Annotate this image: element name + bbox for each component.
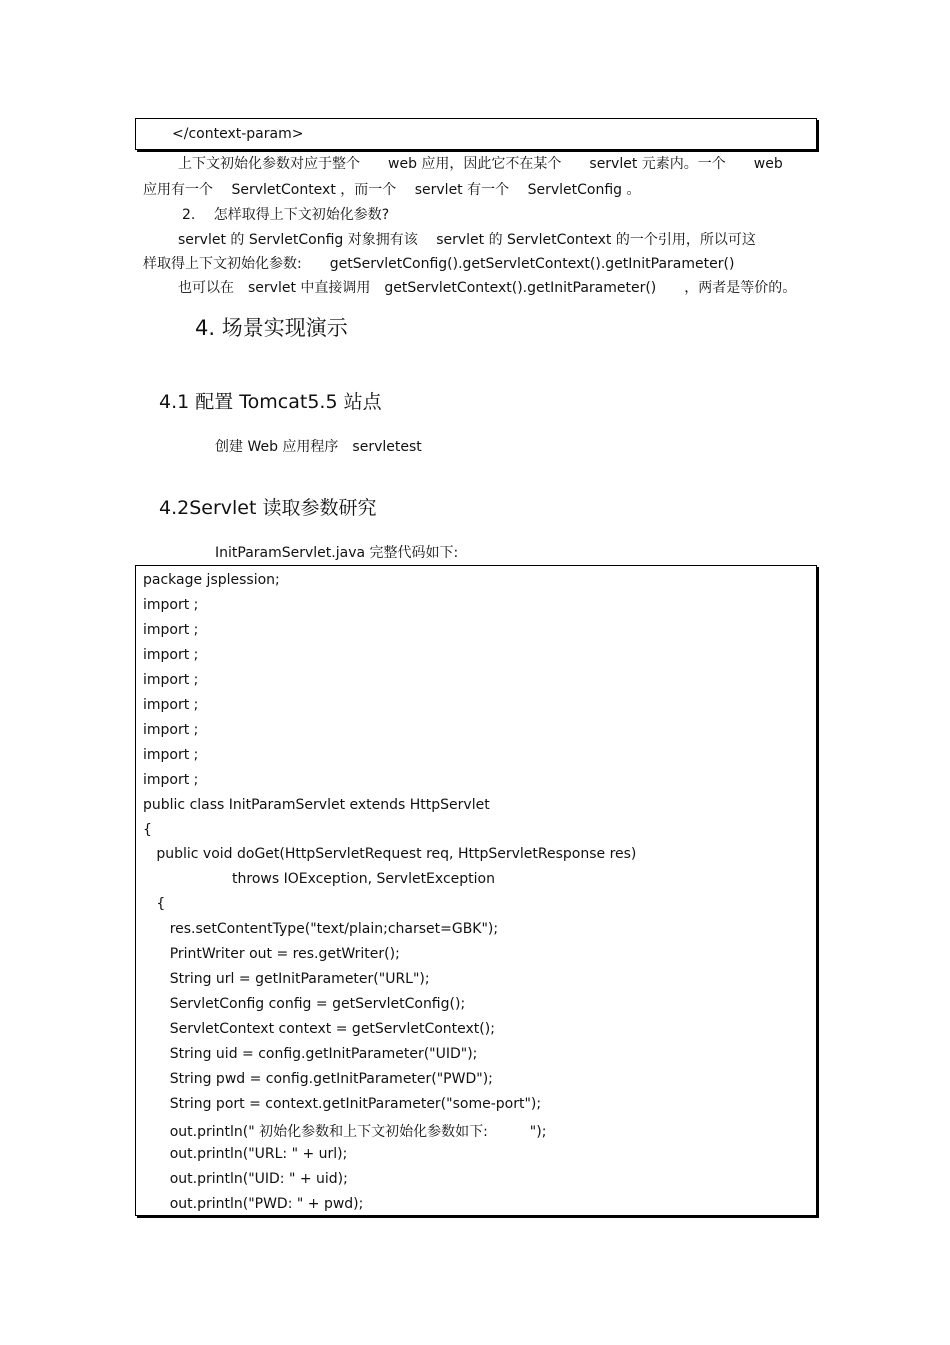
code-line: String uid = config.getInitParameter("UID"); <box>143 1046 478 1063</box>
code-line: package jsplession; <box>143 572 280 588</box>
code-line: { <box>143 821 152 838</box>
heading-4-1: 4.1 配置 Tomcat5.5 站点 <box>159 391 382 413</box>
code-line: import ; <box>143 621 199 638</box>
paragraph-3: 也可以在 servlet 中直接调用 getServletContext().getInitParameter() ，两者是等价的。 <box>178 280 797 296</box>
code-line: import ; <box>143 696 199 713</box>
code-line: res.setContentType("text/plain;charset=GBK"); <box>143 921 499 938</box>
code-line: public void doGet(HttpServletRequest req, HttpServletResponse res) <box>143 846 637 863</box>
paragraph-2-line-1: servlet 的 ServletConfig 对象拥有该 servlet 的 ServletContext 的一个引用，所以可这 <box>178 232 756 248</box>
code-line: ServletConfig config = getServletConfig(); <box>143 996 466 1013</box>
heading-4-2: 4.2Servlet 读取参数研究 <box>159 497 377 519</box>
paragraph-1-line-1: 上下文初始化参数对应于整个 web 应用，因此它不在某个 servlet 元素内。一个 web <box>178 156 783 172</box>
code-line: PrintWriter out = res.getWriter(); <box>143 946 400 963</box>
code-line: String url = getInitParameter("URL"); <box>143 971 430 988</box>
code-line: out.println(" 初始化参数和上下文初始化参数如下: "); <box>143 1123 547 1140</box>
code-line: throws IOException, ServletException <box>143 871 495 888</box>
code-line: String pwd = config.getInitParameter("PWD"); <box>143 1071 493 1087</box>
code-line: import ; <box>143 746 199 763</box>
code-line: import ; <box>143 596 199 613</box>
code-line: out.println("PWD: " + pwd); <box>143 1195 364 1212</box>
code-line: import ; <box>143 721 199 738</box>
code-line: ServletContext context = getServletContext(); <box>143 1021 495 1038</box>
code-line: import ; <box>143 671 199 688</box>
question-2: 2. 怎样取得上下文初始化参数? <box>182 207 390 223</box>
code-line: out.println("URL: " + url); <box>143 1145 348 1162</box>
paragraph-2-line-2: 样取得上下文初始化参数: getServletConfig().getServletContext().getInitParameter() <box>143 256 735 272</box>
code-line: out.println("UID: " + uid); <box>143 1170 348 1187</box>
context-param-box <box>135 118 817 150</box>
heading-4: 4. 场景实现演示 <box>195 316 348 340</box>
code-box <box>135 565 817 1216</box>
code-line: import ; <box>143 646 199 663</box>
heading-4-2-body: InitParamServlet.java 完整代码如下: <box>215 545 459 561</box>
paragraph-1-line-2: 应用有一个 ServletContext ，而一个 servlet 有一个 ServletConfig 。 <box>143 182 641 198</box>
code-line: String port = context.getInitParameter("some-port"); <box>143 1095 542 1112</box>
heading-4-1-body: 创建 Web 应用程序 servletest <box>215 439 422 455</box>
context-param-close-tag: </context-param> <box>172 126 304 142</box>
code-line: import ; <box>143 771 199 788</box>
code-line: { <box>143 896 166 913</box>
code-line: public class InitParamServlet extends HttpServlet <box>143 796 490 813</box>
